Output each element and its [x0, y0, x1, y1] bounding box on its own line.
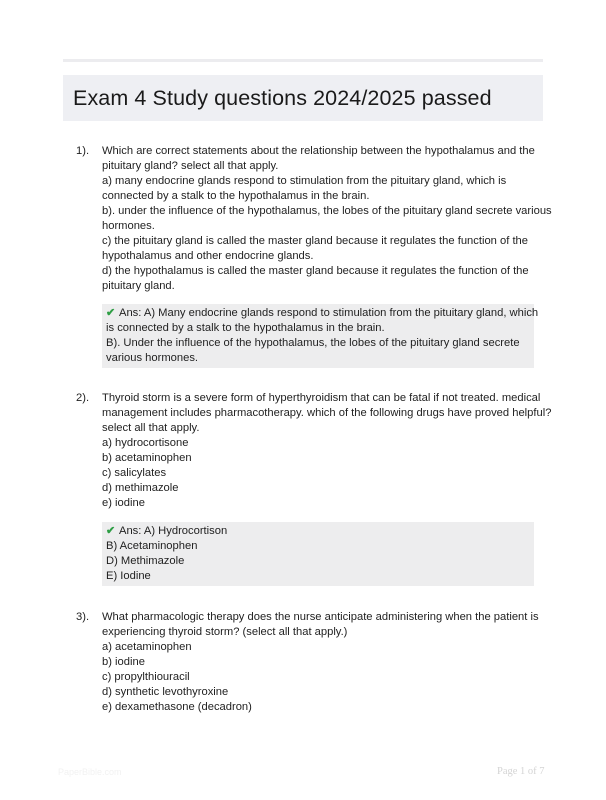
answer-line: D) Methimazole	[106, 555, 185, 567]
check-icon: ✔	[106, 525, 116, 537]
question-line: What pharmacologic therapy does the nurse anticipate administering when the patient is	[102, 611, 539, 623]
option-a: a) acetaminophen	[102, 641, 192, 653]
option-c-cont: hypothalamus and other endocrine glands.	[102, 250, 314, 262]
answer-line: various hormones.	[106, 352, 199, 364]
question-line: management includes pharmacotherapy. which of the following drugs have proved helpful?	[102, 407, 552, 419]
option-d: d) the hypothalamus is called the master gland because it regulates the function of the	[102, 265, 529, 277]
question-line: select all that apply.	[102, 422, 200, 434]
option-c: c) the pituitary gland is called the master gland because it regulates the function of the	[102, 235, 528, 247]
answer-box-1	[102, 304, 539, 368]
option-d-cont: pituitary gland.	[102, 280, 175, 292]
answer-line: B) Acetaminophen	[106, 540, 198, 552]
option-b-cont: hormones.	[102, 220, 155, 232]
question-line: experiencing thyroid storm? (select all that apply.)	[102, 626, 348, 638]
answer-line: Ans: A) Many endocrine glands respond to stimulation from the pituitary gland, which	[119, 307, 539, 319]
question-number: 2).	[76, 392, 90, 404]
question-1	[76, 144, 552, 294]
question-text	[102, 610, 546, 715]
option-d: d) synthetic levothyroxine	[102, 686, 229, 698]
question-number: 3).	[76, 611, 90, 623]
document-title: Exam 4 Study questions 2024/2025 passed	[73, 86, 492, 110]
question-text	[102, 391, 552, 511]
answer-line: is connected by a stalk to the hypothalamus in the brain.	[106, 322, 385, 334]
check-icon: ✔	[106, 307, 116, 319]
option-c: c) propylthiouracil	[102, 671, 190, 683]
answer-line: Ans: A) Hydrocortison	[119, 525, 228, 537]
footer-watermark: PaperBible.com	[58, 767, 122, 777]
question-line: pituitary gland? select all that apply.	[102, 160, 279, 172]
option-a-cont: connected by a stalk to the hypothalamus in the brain.	[102, 190, 370, 202]
option-a: a) many endocrine glands respond to stimulation from the pituitary gland, which is	[102, 175, 507, 187]
question-3	[76, 610, 546, 715]
option-b: b). under the influence of the hypothalamus, the lobes of the pituitary gland secrete various	[102, 205, 552, 217]
option-c: c) salicylates	[102, 467, 167, 479]
question-line: Which are correct statements about the relationship between the hypothalamus and the	[102, 145, 535, 157]
option-b: b) acetaminophen	[102, 452, 192, 464]
page-indicator: Page 1 of 7	[497, 766, 545, 777]
question-2	[76, 391, 552, 511]
option-e: e) dexamethasone (decadron)	[102, 701, 252, 713]
title-banner	[63, 75, 543, 121]
top-divider	[63, 59, 543, 62]
option-e: e) iodine	[102, 497, 145, 509]
question-line: Thyroid storm is a severe form of hyperthyroidism that can be fatal if not treated. medical	[102, 392, 541, 404]
answer-box-2	[102, 522, 534, 586]
option-d: d) methimazole	[102, 482, 179, 494]
answer-line: E) Iodine	[106, 570, 151, 582]
option-b: b) iodine	[102, 656, 145, 668]
question-text	[102, 144, 552, 294]
question-number: 1).	[76, 145, 90, 157]
answer-line: B). Under the influence of the hypothalamus, the lobes of the pituitary gland secrete	[106, 337, 520, 349]
option-a: a) hydrocortisone	[102, 437, 189, 449]
